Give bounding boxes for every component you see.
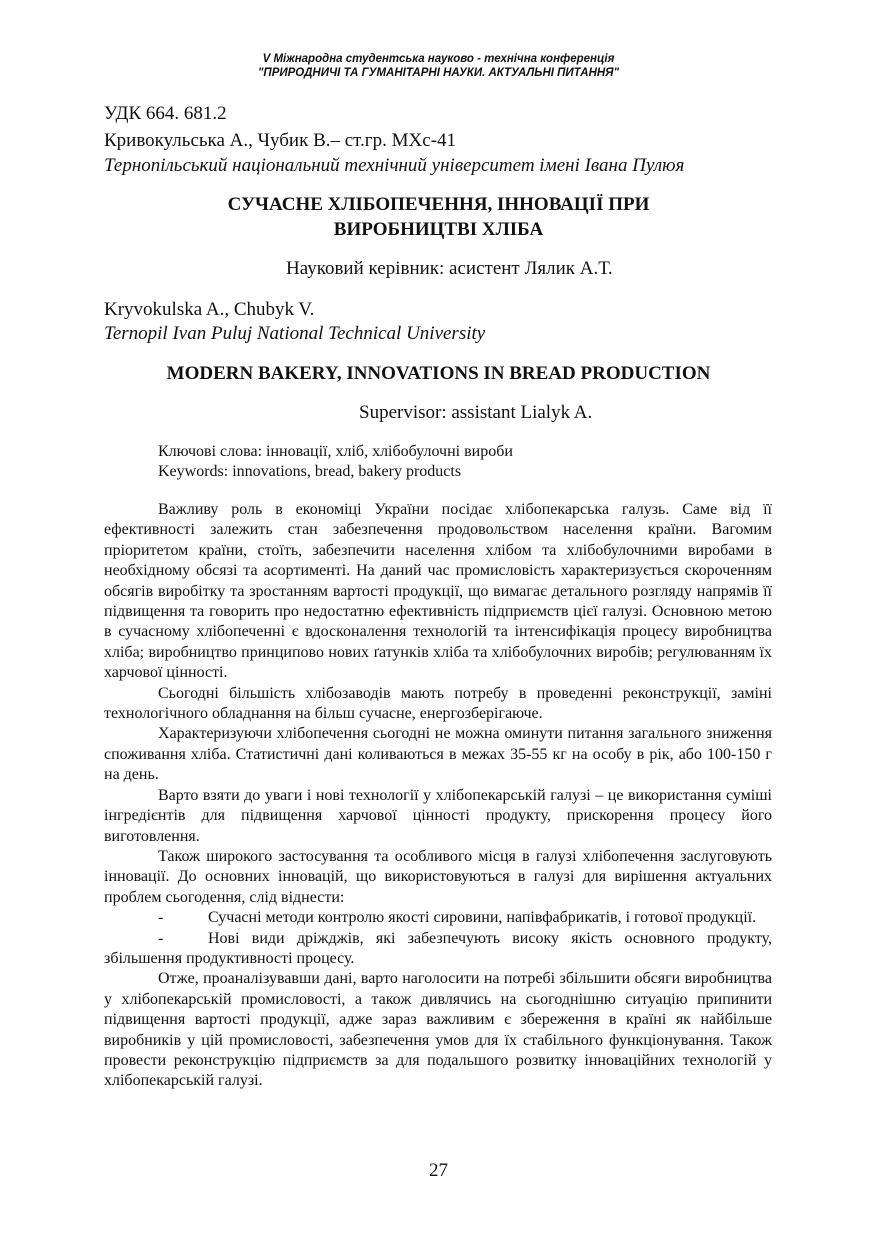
paragraph: Сьогодні більшість хлібозаводів мають потребу в проведенні реконструкції, заміні технологічного обладнання на більш сучасне, енергозберігаюче.	[104, 684, 772, 723]
institution-ua: Тернопільський національний технічний університет імені Івана Пулюя	[104, 155, 685, 176]
list-item-text: Сучасні методи контролю якості сировини, напівфабрикатів, і готової продукції.	[208, 909, 757, 927]
list-item-text: Нові види дріжджів, які забезпечують високу якість основного продукту, збільшення продуктивності процесу.	[104, 929, 772, 967]
paragraph: Характеризуючи хлібопечення сьогодні не можна оминути питання загального зниження споживання хліба. Статистичні дані коливаються в межах 35-55 кг на особу в рік, або 100-150 г на день.	[104, 725, 772, 784]
title-ua-line1: СУЧАСНЕ ХЛІБОПЕЧЕННЯ, ІННОВАЦІЇ ПРИ	[227, 194, 650, 215]
list-item	[104, 908, 772, 928]
list-dash: -	[158, 909, 164, 927]
paragraph: Отже, проаналізувавши дані, варто наголосити на потребі збільшити обсяги виробництва у хлібопекарській промисловості, а також дивлячись на сьогоднішню ситуацію припинити підвищення вартості продукції, адже зараз важливим є збереження в країні як найбільше виробників у цій промисловості, забезпечення умов для їх стабільного функціонування. Також провести реконструкцію підприємств за для подальшого розвитку інноваційних технологій у хлібопекарській галузі.	[104, 970, 772, 1090]
paragraph: Також широкого застосування та особливого місця в галузі хлібопечення заслуговують інновації. До основних інновацій, що використовуються в галузі для вирішення актуальних проблем сьогодення, слід віднести:	[104, 847, 772, 906]
keywords-ua: Ключові слова: інновації, хліб, хлібобулочні вироби	[158, 443, 513, 460]
institution-en: Ternopil Ivan Puluj National Technical University	[104, 323, 486, 344]
supervisor-ua: Науковий керівник: асистент Лялик А.Т.	[286, 258, 613, 279]
conference-header-line1: V Міжнародна студентська науково - технічна конференція	[262, 53, 615, 65]
udc-code: УДК 664. 681.2	[104, 103, 227, 124]
supervisor-en: Supervisor: assistant Lialyk A.	[359, 402, 593, 423]
article-body	[104, 500, 772, 1092]
list-dash: -	[158, 929, 164, 947]
paragraph: Варто взяти до уваги і нові технології у хлібопекарській галузі – це використання суміші інгредієнтів для підвищення харчової цінності продукту, прискорення процесу його виготовлення.	[104, 786, 772, 845]
title-ua-line2: ВИРОБНИЦТВІ ХЛІБА	[333, 219, 544, 240]
authors-ua: Кривокульська А., Чубик В.– ст.гр. МХс-41	[104, 130, 456, 151]
paragraph: Важливу роль в економіці України посідає хлібопекарська галузь. Саме від її ефективності залежить стан забезпечення продовольством населення країни. Вагомим пріоритетом країни, стоїть, забезпечити населення хлібом та хлібобулочними виробами в необхідному обсязі та асортименті. На даний час промисловість характеризується скороченням обсягів виробітку та зростанням вартості продукції, що вимагає детального розгляду напрямів її підвищення та говорить про недостатню ефективність підприємств цієї галузі. Основною метою в сучасному хлібопеченні є вдосконалення технологій та інтенсифікація процесу виробництва хліба; виробництво принципово нових ґатунків хліба та хлібобулочних виробів; регулюванням їх харчової цінності.	[104, 501, 772, 682]
authors-en: Kryvokulska A., Chubyk V.	[104, 299, 315, 320]
title-en: MODERN BAKERY, INNOVATIONS IN BREAD PRODUCTION	[166, 363, 711, 384]
conference-header-line2: "ПРИРОДНИЧІ ТА ГУМАНІТАРНІ НАУКИ. АКТУАЛЬНІ ПИТАННЯ"	[257, 67, 620, 79]
page-number: 27	[429, 1160, 448, 1181]
keywords-en: Keywords: innovations, bread, bakery products	[158, 463, 462, 480]
list-item	[104, 929, 772, 970]
